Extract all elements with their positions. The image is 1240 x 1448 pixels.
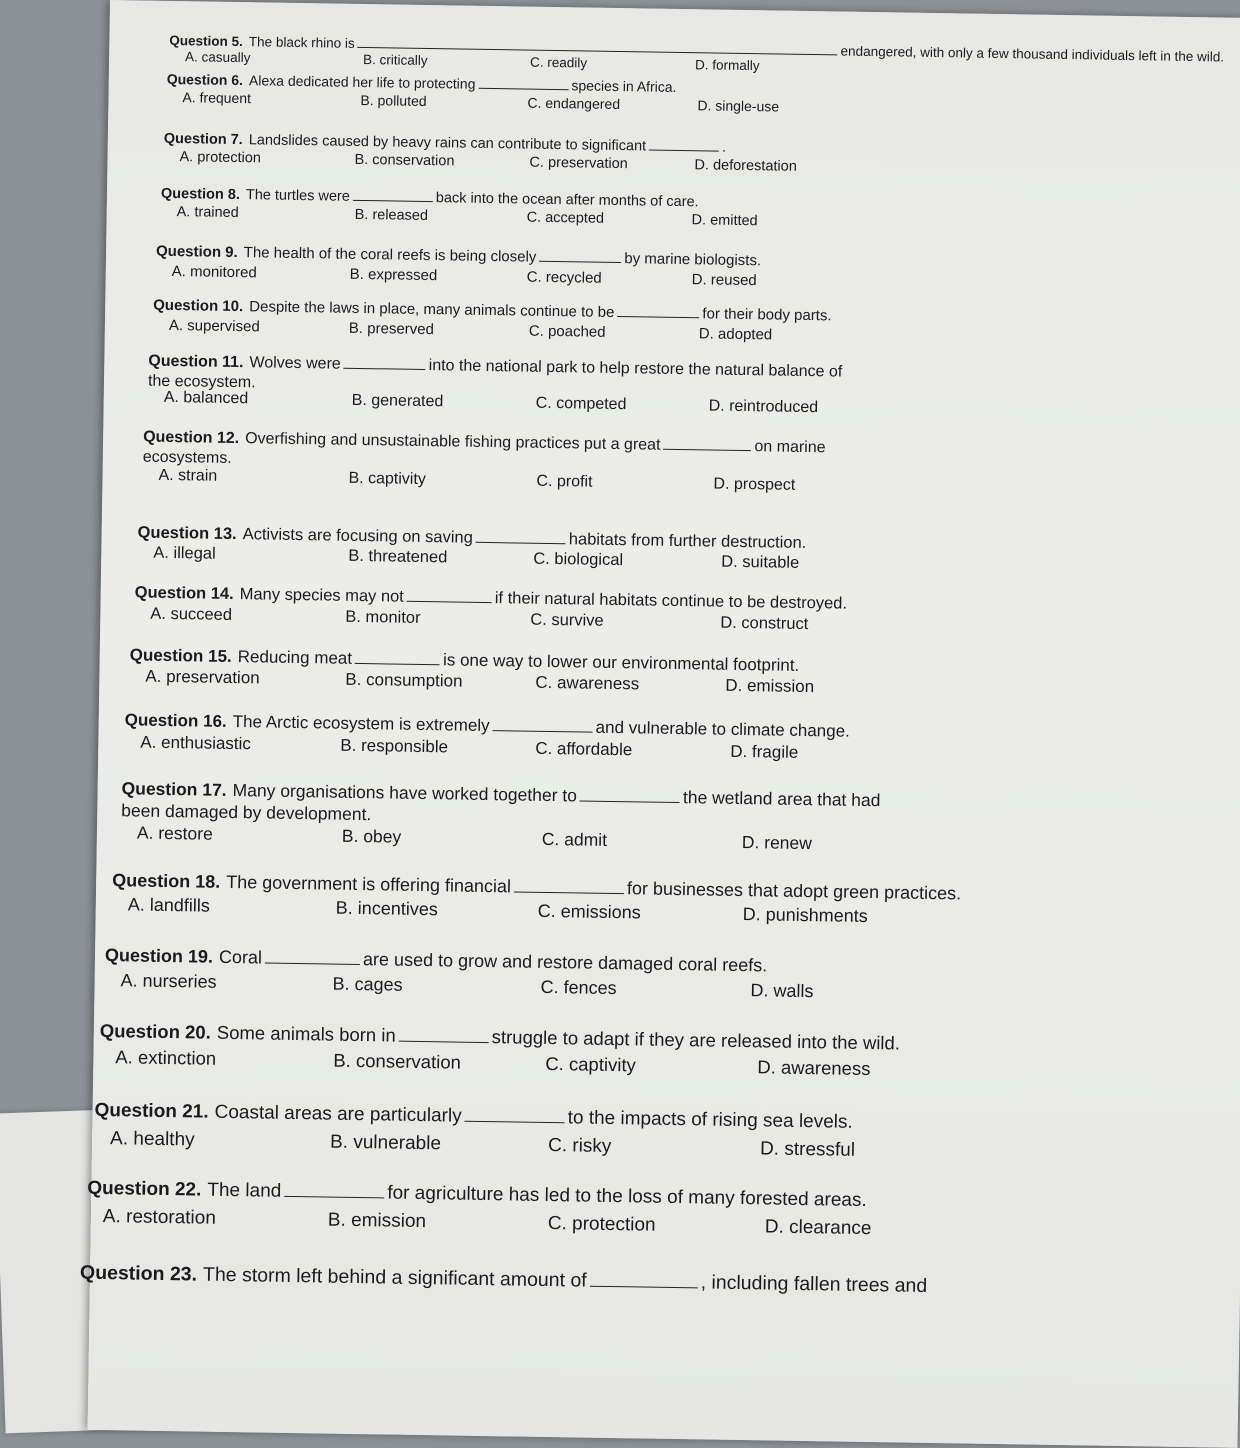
option-a[interactable]: A. protection	[179, 149, 262, 167]
stem-before: The black rhino is	[248, 34, 355, 51]
answer-blank[interactable]	[493, 729, 593, 733]
stem-after: if their natural habitats continue to be destroyed.	[494, 589, 848, 613]
answer-blank[interactable]	[265, 962, 360, 965]
stem-after: on marine	[754, 438, 826, 457]
stem-after: for their body parts.	[702, 305, 832, 325]
option-d[interactable]: D. renew	[741, 832, 813, 854]
option-b[interactable]: B. conservation	[333, 1049, 462, 1073]
question-number: Question 17.	[121, 778, 227, 800]
question-stem	[143, 429, 826, 458]
option-c[interactable]: C. endangered	[527, 94, 621, 113]
question-number: Question 7.	[163, 130, 243, 149]
stem-before: Reducing meat	[237, 647, 353, 668]
option-b[interactable]: B. conservation	[354, 151, 455, 170]
worksheet-page	[79, 0, 1240, 1448]
option-a[interactable]: A. nurseries	[120, 970, 217, 992]
question-stem	[100, 1020, 900, 1055]
option-c[interactable]: C. preservation	[529, 154, 628, 173]
option-d[interactable]: D. prospect	[713, 475, 796, 494]
option-b[interactable]: B. responsible	[340, 735, 449, 757]
question-number: Question 16.	[124, 710, 227, 731]
option-a[interactable]: A. illegal	[153, 543, 216, 563]
option-b[interactable]: B. obey	[341, 825, 402, 847]
question-number: Question 9.	[155, 242, 238, 262]
option-a[interactable]: A. extinction	[115, 1046, 217, 1069]
stem-before: Wolves were	[249, 354, 341, 373]
option-b[interactable]: B. captivity	[348, 469, 426, 489]
answer-blank[interactable]	[465, 1120, 565, 1124]
stem-continuation: ecosystems.	[142, 448, 232, 467]
option-a[interactable]: A. enthusiastic	[140, 732, 252, 754]
option-d[interactable]: D. emission	[725, 675, 815, 697]
option-c[interactable]: C. recycled	[526, 268, 602, 287]
option-d[interactable]: D. single-use	[697, 97, 780, 115]
answer-blank[interactable]	[399, 1040, 489, 1043]
question-number: Question 15.	[129, 645, 232, 666]
option-a[interactable]: A. restore	[136, 822, 213, 844]
option-d[interactable]: D. formally	[694, 57, 760, 74]
stem-before: The land	[207, 1179, 282, 1202]
stem-after: are used to grow and restore damaged coral reefs.	[362, 949, 768, 976]
question-number: Question 19.	[104, 945, 214, 967]
option-c[interactable]: C. survive	[530, 610, 604, 630]
stem-before: The storm left behind a significant amount of	[202, 1263, 587, 1292]
option-c[interactable]: C. risky	[547, 1135, 612, 1158]
option-c[interactable]: C. emissions	[537, 900, 641, 923]
answer-blank[interactable]	[407, 600, 492, 603]
stem-before: Many species may not	[239, 585, 404, 606]
option-c[interactable]: C. poached	[528, 322, 606, 341]
option-a[interactable]: A. balanced	[163, 388, 249, 408]
option-d[interactable]: D. awareness	[757, 1056, 871, 1080]
option-b[interactable]: B. monitor	[345, 607, 421, 627]
option-a[interactable]: A. landfills	[127, 894, 210, 916]
answer-blank[interactable]	[344, 367, 426, 370]
option-b[interactable]: B. emission	[327, 1209, 427, 1233]
option-d[interactable]: D. reused	[691, 271, 757, 290]
stem-before: Some animals born in	[216, 1021, 396, 1046]
stem-after: and vulnerable to climate change.	[595, 717, 850, 741]
question-stem	[80, 1262, 928, 1298]
answer-blank[interactable]	[478, 87, 568, 90]
option-b[interactable]: B. expressed	[349, 265, 438, 285]
stem-before: Despite the laws in place, many animals continue to be	[249, 298, 615, 321]
option-d[interactable]: D. emitted	[691, 212, 758, 230]
question-stem	[161, 186, 699, 210]
stem-before: The turtles were	[245, 187, 351, 205]
option-d[interactable]: D. deforestation	[694, 157, 797, 175]
stem-after: to the impacts of rising sea levels.	[567, 1107, 853, 1133]
question-number: Question 13.	[137, 523, 237, 544]
option-d[interactable]: D. reintroduced	[708, 397, 819, 417]
question-number: Question 14.	[134, 583, 234, 604]
option-b[interactable]: B. critically	[362, 51, 428, 68]
option-d[interactable]: D. suitable	[721, 552, 800, 572]
option-d[interactable]: D. clearance	[764, 1216, 872, 1240]
option-d[interactable]: D. stressful	[759, 1138, 856, 1161]
question-number: Question 10.	[153, 296, 244, 316]
option-c[interactable]: C. fences	[540, 976, 617, 999]
question-number: Question 22.	[87, 1177, 202, 1201]
stem-after: habitats from further destruction.	[568, 530, 807, 553]
question-number: Question 23.	[79, 1261, 198, 1286]
option-a[interactable]: A. strain	[158, 466, 218, 485]
question-number: Question 12.	[143, 428, 240, 448]
option-b[interactable]: B. preserved	[348, 319, 435, 339]
question-list	[79, 0, 1240, 1297]
option-c[interactable]: C. captivity	[545, 1052, 636, 1076]
stem-after: back into the ocean after months of care.	[435, 190, 699, 211]
stem-before: Coral	[218, 946, 263, 968]
option-b[interactable]: B. released	[354, 206, 429, 225]
stem-after: species in Africa.	[571, 77, 677, 95]
stem-continuation: been damaged by development.	[121, 800, 372, 825]
answer-blank[interactable]	[284, 1195, 384, 1199]
option-d[interactable]: D. punishments	[742, 904, 868, 927]
option-b[interactable]: B. consumption	[345, 669, 463, 691]
option-b[interactable]: B. generated	[351, 391, 444, 411]
option-c[interactable]: C. readily	[529, 54, 588, 71]
stem-after: the wetland area that had	[682, 787, 881, 811]
stem-after: , including fallen trees and	[700, 1271, 928, 1297]
option-d[interactable]: D. fragile	[730, 741, 799, 762]
answer-blank[interactable]	[617, 315, 699, 318]
option-b[interactable]: B. threatened	[348, 546, 448, 567]
option-c[interactable]: C. protection	[547, 1213, 656, 1236]
stem-after: by marine biologists.	[624, 250, 762, 270]
answer-blank[interactable]	[355, 662, 440, 665]
option-c[interactable]: C. competed	[535, 394, 627, 414]
stem-before: Landslides caused by heavy rains can contribute to significant	[248, 132, 647, 155]
option-d[interactable]: D. walls	[750, 980, 814, 1002]
question-number: Question 18.	[112, 870, 221, 892]
option-a[interactable]: A. monitored	[171, 263, 257, 282]
option-b[interactable]: B. polluted	[360, 91, 427, 109]
stem-after: endangered, with only a few thousand individuals left in the wild.	[840, 43, 1225, 65]
question-number: Question 21.	[94, 1099, 209, 1123]
option-c[interactable]: C. affordable	[535, 738, 633, 760]
option-a[interactable]: A. casually	[185, 49, 251, 66]
stem-before: The Arctic ecosystem is extremely	[232, 712, 490, 736]
stem-after: for businesses that adopt green practices.	[626, 878, 962, 904]
stem-before: Coastal areas are particularly	[214, 1101, 462, 1127]
option-a[interactable]: A. healthy	[109, 1128, 195, 1151]
question-number: Question 20.	[99, 1019, 211, 1043]
option-a[interactable]: A. supervised	[168, 316, 260, 336]
stem-after: struggle to adapt if they are released into the wild.	[491, 1026, 901, 1054]
question-number: Question 11.	[148, 352, 244, 372]
answer-blank[interactable]	[649, 148, 719, 151]
question-number: Question 6.	[166, 70, 244, 89]
option-c[interactable]: C. accepted	[526, 209, 605, 227]
stem-after: for agriculture has led to the loss of many forested areas.	[387, 1182, 867, 1212]
stem-after: into the national park to help restore the natural balance of	[428, 357, 843, 381]
question-stem	[137, 524, 806, 554]
option-d[interactable]: D. construct	[720, 613, 809, 634]
option-c[interactable]: C. profit	[536, 472, 593, 491]
answer-blank[interactable]	[580, 799, 680, 803]
stem-continuation: the ecosystem.	[147, 372, 256, 392]
stem-before: Overfishing and unsustainable fishing practices put a great	[245, 430, 661, 454]
answer-blank[interactable]	[353, 199, 433, 202]
answer-blank[interactable]	[476, 541, 566, 544]
option-c[interactable]: C. awareness	[535, 672, 640, 694]
question-number: Question 8.	[160, 185, 241, 204]
option-b[interactable]: B. cages	[332, 973, 403, 995]
option-a[interactable]: A. frequent	[182, 89, 252, 107]
option-a[interactable]: A. preservation	[145, 666, 260, 688]
stem-before: The government is offering financial	[226, 871, 512, 897]
answer-blank[interactable]	[590, 1285, 698, 1289]
stem-after: .	[721, 139, 727, 156]
stem-before: Alexa dedicated her life to protecting	[248, 72, 476, 92]
option-b[interactable]: B. vulnerable	[329, 1131, 442, 1155]
option-a[interactable]: A. restoration	[102, 1206, 217, 1229]
stem-before: Activists are focusing on saving	[242, 525, 473, 547]
answer-blank[interactable]	[539, 260, 621, 263]
answer-blank[interactable]	[358, 46, 838, 56]
answer-blank[interactable]	[663, 448, 751, 451]
stem-before: The health of the coral reefs is being closely	[243, 244, 537, 266]
option-b[interactable]: B. incentives	[335, 897, 438, 920]
option-a[interactable]: A. succeed	[150, 604, 233, 624]
answer-blank[interactable]	[514, 890, 624, 894]
question-stem	[112, 870, 961, 904]
stem-before: Many organisations have worked together to	[232, 780, 578, 806]
option-d[interactable]: D. adopted	[698, 325, 773, 344]
question-stem	[94, 1100, 853, 1134]
option-c[interactable]: C. biological	[533, 549, 624, 570]
question-stem	[135, 583, 848, 613]
option-c[interactable]: C. admit	[541, 828, 608, 850]
option-a[interactable]: A. trained	[176, 204, 239, 222]
question-number: Question 5.	[169, 32, 243, 50]
stem-after: is one way to lower our environmental footprint.	[442, 650, 800, 675]
